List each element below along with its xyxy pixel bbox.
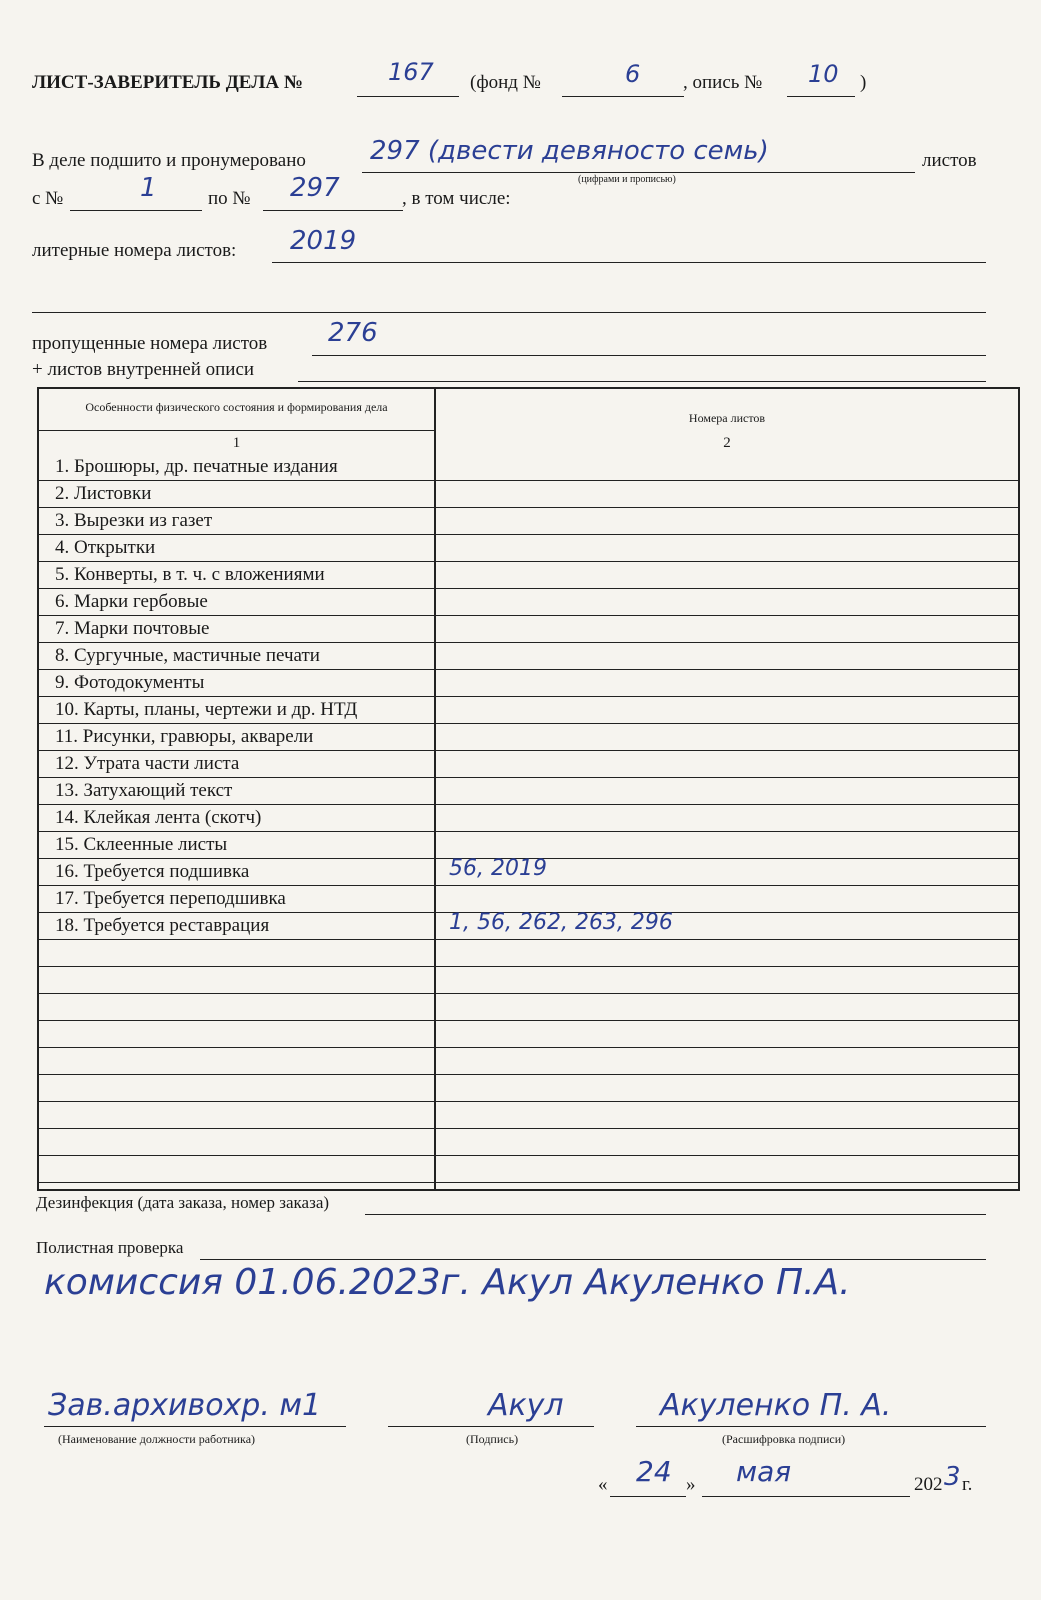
table-row-divider: [39, 642, 1018, 643]
table-row-label: 10. Карты, планы, чертежи и др. НТД: [55, 699, 358, 720]
table-row-label: 12. Утрата части листа: [55, 753, 240, 774]
table-row-label: 4. Открытки: [55, 537, 156, 558]
disinfection-label: Дезинфекция (дата заказа, номер заказа): [36, 1193, 330, 1212]
table-row-value: 56, 2019: [449, 856, 547, 881]
close-paren: ): [860, 72, 867, 93]
table-col2-number: 2: [723, 435, 731, 451]
table-row-label: 8. Сургучные, мастичные печати: [55, 645, 320, 666]
inner-inventory-underline: [298, 357, 986, 382]
disinfection-underline: [365, 1190, 986, 1215]
check-handwritten: комиссия 01.06.2023г. Акул Акуленко П.А.: [44, 1262, 851, 1303]
opis-label: , опись №: [683, 72, 763, 93]
table-row-divider: [39, 804, 1018, 805]
table-row-label: 2. Листовки: [55, 483, 152, 504]
fond-label: (фонд №: [470, 72, 541, 93]
range-from-value: 1: [140, 173, 157, 203]
letter-numbers-underline: [272, 238, 986, 263]
missing-numbers-underline: [312, 331, 986, 356]
table-row-label: 7. Марки почтовые: [55, 618, 210, 639]
range-suffix: , в том числе:: [402, 188, 511, 209]
table-row-divider: [39, 1047, 1018, 1048]
table-row-divider: [39, 696, 1018, 697]
sewn-value: 297 (двести девяносто семь): [370, 136, 769, 166]
table-row-label: 6. Марки гербовые: [55, 591, 208, 612]
table-row-divider: [39, 480, 1018, 481]
check-underline: [200, 1235, 986, 1260]
table-row-divider: [39, 993, 1018, 994]
table-row-label: 9. Фотодокументы: [55, 672, 205, 693]
table-row-label: 3. Вырезки из газет: [55, 510, 213, 531]
date-year-digit: 3: [944, 1462, 961, 1492]
opis-value: 10: [808, 60, 839, 88]
table-row-label: 5. Конверты, в т. ч. с вложениями: [55, 564, 325, 585]
date-month: мая: [736, 1455, 792, 1488]
table-row-divider: [39, 777, 1018, 778]
table-col1-number: 1: [232, 435, 241, 451]
table-row-label: 11. Рисунки, гравюры, акварели: [55, 726, 314, 747]
date-close-quote: »: [686, 1474, 696, 1495]
table-row-value: 1, 56, 262, 263, 296: [449, 910, 673, 935]
sewn-suffix: листов: [922, 150, 977, 171]
letter-numbers-label: литерные номера листов:: [32, 240, 237, 261]
table-header-col2: Номера листов: [688, 411, 766, 425]
range-to-value: 297: [290, 173, 340, 203]
blank-underline: [32, 288, 986, 313]
range-to-label: по №: [208, 188, 251, 209]
table-row-divider: [39, 669, 1018, 670]
range-from-underline: [70, 186, 202, 211]
missing-numbers-value: 276: [328, 318, 378, 348]
table-row-label: 16. Требуется подшивка: [55, 861, 250, 882]
table-header-divider: [39, 430, 434, 431]
sign-value: Акул: [488, 1388, 564, 1423]
name-caption: (Расшифровка подписи): [722, 1432, 846, 1446]
date-open-quote: «: [598, 1474, 608, 1495]
position-value: Зав.архивохр. м1: [48, 1388, 322, 1423]
table-row-divider: [39, 588, 1018, 589]
physical-state-table: [37, 387, 1020, 1191]
check-label: Полистная проверка: [36, 1238, 184, 1257]
table-row-label: 15. Склеенные листы: [55, 834, 228, 855]
sewn-hint: (цифрами и прописью): [578, 174, 676, 185]
table-column-divider: [434, 389, 436, 1189]
table-row-label: 13. Затухающий текст: [55, 780, 233, 801]
table-row-divider: [39, 1155, 1018, 1156]
table-row-divider: [39, 750, 1018, 751]
name-value: Акуленко П. А.: [660, 1388, 892, 1423]
table-row-divider: [39, 1101, 1018, 1102]
table-row-divider: [39, 615, 1018, 616]
table-row-divider: [39, 885, 1018, 886]
table-row-divider: [39, 1074, 1018, 1075]
table-row-label: 1. Брошюры, др. печатные издания: [55, 456, 338, 477]
table-row-divider: [39, 561, 1018, 562]
range-from-label: с №: [32, 188, 64, 209]
sign-caption: (Подпись): [466, 1432, 519, 1446]
form-title: ЛИСТ-ЗАВЕРИТЕЛЬ ДЕЛА №: [32, 72, 303, 93]
case-number-value: 167: [388, 58, 434, 86]
table-row-divider: [39, 534, 1018, 535]
table-row-divider: [39, 1020, 1018, 1021]
sewn-label: В деле подшито и пронумеровано: [32, 150, 306, 171]
table-row-divider: [39, 723, 1018, 724]
table-row-divider: [39, 1128, 1018, 1129]
fond-value: 6: [625, 60, 641, 88]
inner-inventory-label: + листов внутренней описи: [32, 359, 255, 380]
letter-numbers-value: 2019: [290, 226, 357, 256]
table-row-divider: [39, 939, 1018, 940]
table-row-label: 14. Клейкая лента (скотч): [55, 807, 262, 828]
date-day: 24: [636, 1455, 672, 1488]
missing-numbers-label: пропущенные номера листов: [32, 333, 268, 354]
table-header-col1: Особенности физического состояния и формирования дела: [85, 400, 388, 414]
table-row-label: 17. Требуется переподшивка: [55, 888, 286, 909]
date-year-suffix: г.: [962, 1474, 973, 1495]
date-year-prefix: 202: [914, 1474, 943, 1495]
month-underline: [702, 1472, 910, 1497]
position-caption: (Наименование должности работника): [58, 1432, 256, 1446]
table-row-divider: [39, 966, 1018, 967]
table-row-label: 18. Требуется реставрация: [55, 915, 270, 936]
table-row-divider: [39, 507, 1018, 508]
table-row-divider: [39, 1182, 1018, 1183]
fond-underline: [562, 72, 684, 97]
table-row-divider: [39, 831, 1018, 832]
